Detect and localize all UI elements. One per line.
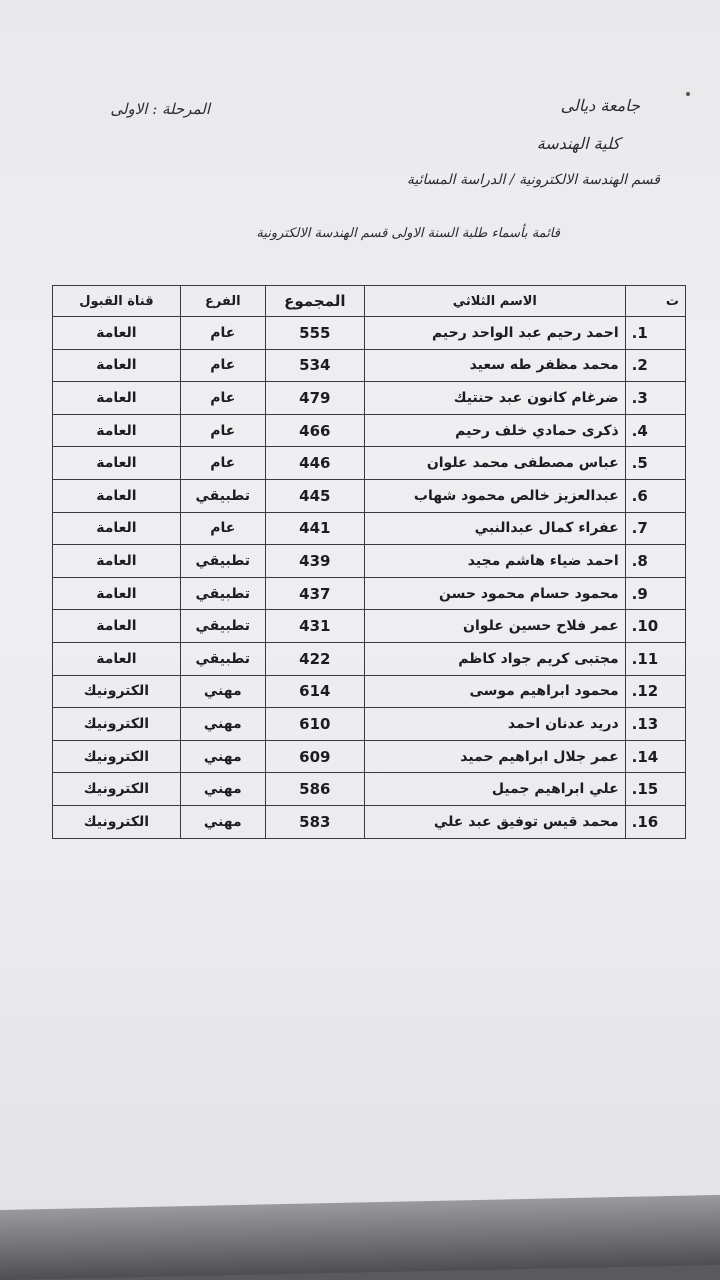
cell-name: مجتبى كريم جواد كاظم xyxy=(364,642,625,675)
cell-no: 14. xyxy=(625,740,685,773)
cell-name: علي ابراهيم جميل xyxy=(364,773,625,806)
table-row xyxy=(53,414,686,447)
cell-branch: عام xyxy=(180,447,265,480)
cell-name: محمود حسام محمود حسن xyxy=(364,577,625,610)
cell-no: 16. xyxy=(625,805,685,838)
cell-no: 15. xyxy=(625,773,685,806)
cell-channel: الكترونيك xyxy=(53,740,181,773)
header-total: المجموع xyxy=(265,286,364,317)
stage-label: المرحلة : الاولى xyxy=(110,100,210,118)
college-name: كلية الهندسة xyxy=(536,134,620,153)
cell-channel: العامة xyxy=(53,382,181,415)
cell-total: 446 xyxy=(265,447,364,480)
table-row xyxy=(53,577,686,610)
table-row xyxy=(53,317,686,350)
cell-total: 609 xyxy=(265,740,364,773)
cell-total: 555 xyxy=(265,317,364,350)
table-row xyxy=(53,642,686,675)
cell-name: ذكرى حمادي خلف رحيم xyxy=(364,414,625,447)
cell-channel: العامة xyxy=(53,349,181,382)
cell-no: 4. xyxy=(625,414,685,447)
header-no: ت xyxy=(625,286,685,317)
cell-channel: الكترونيك xyxy=(53,708,181,741)
table-row xyxy=(53,545,686,578)
header-name: الاسم الثلاثي xyxy=(364,286,625,317)
cell-channel: العامة xyxy=(53,642,181,675)
cell-branch: مهني xyxy=(180,675,265,708)
cell-total: 610 xyxy=(265,708,364,741)
cell-total: 437 xyxy=(265,577,364,610)
cell-name: احمد رحيم عبد الواحد رحيم xyxy=(364,317,625,350)
desk-surface xyxy=(0,1195,720,1280)
list-title: قائمة بأسماء طلبة السنة الاولى قسم الهندسة الالكترونية xyxy=(256,226,560,241)
cell-no: 12. xyxy=(625,675,685,708)
cell-name: عمر جلال ابراهيم حميد xyxy=(364,740,625,773)
cell-branch: عام xyxy=(180,414,265,447)
table-row xyxy=(53,610,686,643)
cell-channel: الكترونيك xyxy=(53,675,181,708)
cell-branch: عام xyxy=(180,317,265,350)
students-table xyxy=(52,285,686,839)
cell-branch: تطبيقي xyxy=(180,642,265,675)
cell-total: 479 xyxy=(265,382,364,415)
table-row xyxy=(53,447,686,480)
cell-name: ضرغام كانون عبد حنتيك xyxy=(364,382,625,415)
cell-total: 614 xyxy=(265,675,364,708)
table-row xyxy=(53,708,686,741)
cell-branch: مهني xyxy=(180,805,265,838)
table-row xyxy=(53,512,686,545)
cell-no: 8. xyxy=(625,545,685,578)
cell-branch: تطبيقي xyxy=(180,545,265,578)
cell-channel: العامة xyxy=(53,545,181,578)
cell-total: 466 xyxy=(265,414,364,447)
header-branch: الفرع xyxy=(180,286,265,317)
cell-name: عباس مصطفى محمد علوان xyxy=(364,447,625,480)
cell-branch: عام xyxy=(180,512,265,545)
table-row xyxy=(53,805,686,838)
cell-no: 11. xyxy=(625,642,685,675)
cell-no: 9. xyxy=(625,577,685,610)
cell-no: 6. xyxy=(625,479,685,512)
cell-channel: العامة xyxy=(53,577,181,610)
cell-no: 7. xyxy=(625,512,685,545)
cell-channel: العامة xyxy=(53,447,181,480)
cell-branch: مهني xyxy=(180,708,265,741)
cell-total: 431 xyxy=(265,610,364,643)
cell-no: 3. xyxy=(625,382,685,415)
cell-name: عبدالعزيز خالص محمود شهاب xyxy=(364,479,625,512)
cell-branch: مهني xyxy=(180,740,265,773)
cell-channel: الكترونيك xyxy=(53,773,181,806)
cell-channel: العامة xyxy=(53,317,181,350)
cell-no: 1. xyxy=(625,317,685,350)
cell-total: 586 xyxy=(265,773,364,806)
cell-name: محمد مظفر طه سعيد xyxy=(364,349,625,382)
cell-branch: عام xyxy=(180,349,265,382)
table-row xyxy=(53,773,686,806)
cell-total: 445 xyxy=(265,479,364,512)
department-name: قسم الهندسة الالكترونية / الدراسة المسائية xyxy=(406,172,660,188)
cell-channel: العامة xyxy=(53,479,181,512)
cell-total: 422 xyxy=(265,642,364,675)
cell-name: عفراء كمال عبدالنبي xyxy=(364,512,625,545)
table-row xyxy=(53,675,686,708)
header-channel: قناة القبول xyxy=(53,286,181,317)
cell-branch: عام xyxy=(180,382,265,415)
cell-channel: العامة xyxy=(53,512,181,545)
cell-total: 439 xyxy=(265,545,364,578)
cell-channel: العامة xyxy=(53,610,181,643)
cell-branch: تطبيقي xyxy=(180,479,265,512)
cell-no: 2. xyxy=(625,349,685,382)
university-name: جامعة ديالى xyxy=(560,96,640,115)
cell-name: محمد قيس توفيق عبد علي xyxy=(364,805,625,838)
cell-total: 534 xyxy=(265,349,364,382)
cell-total: 583 xyxy=(265,805,364,838)
table-body xyxy=(53,317,686,839)
table-header-row xyxy=(53,286,686,317)
table-row xyxy=(53,382,686,415)
cell-name: دريد عدنان احمد xyxy=(364,708,625,741)
cell-branch: مهني xyxy=(180,773,265,806)
cell-no: 10. xyxy=(625,610,685,643)
cell-name: احمد ضياء هاشم مجيد xyxy=(364,545,625,578)
table-row xyxy=(53,479,686,512)
cell-total: 441 xyxy=(265,512,364,545)
cell-no: 13. xyxy=(625,708,685,741)
cell-branch: تطبيقي xyxy=(180,610,265,643)
cell-name: محمود ابراهيم موسى xyxy=(364,675,625,708)
cell-channel: الكترونيك xyxy=(53,805,181,838)
cell-name: عمر فلاح حسين علوان xyxy=(364,610,625,643)
ink-dot xyxy=(686,92,690,96)
cell-branch: تطبيقي xyxy=(180,577,265,610)
cell-no: 5. xyxy=(625,447,685,480)
table-row xyxy=(53,740,686,773)
table-row xyxy=(53,349,686,382)
cell-channel: العامة xyxy=(53,414,181,447)
